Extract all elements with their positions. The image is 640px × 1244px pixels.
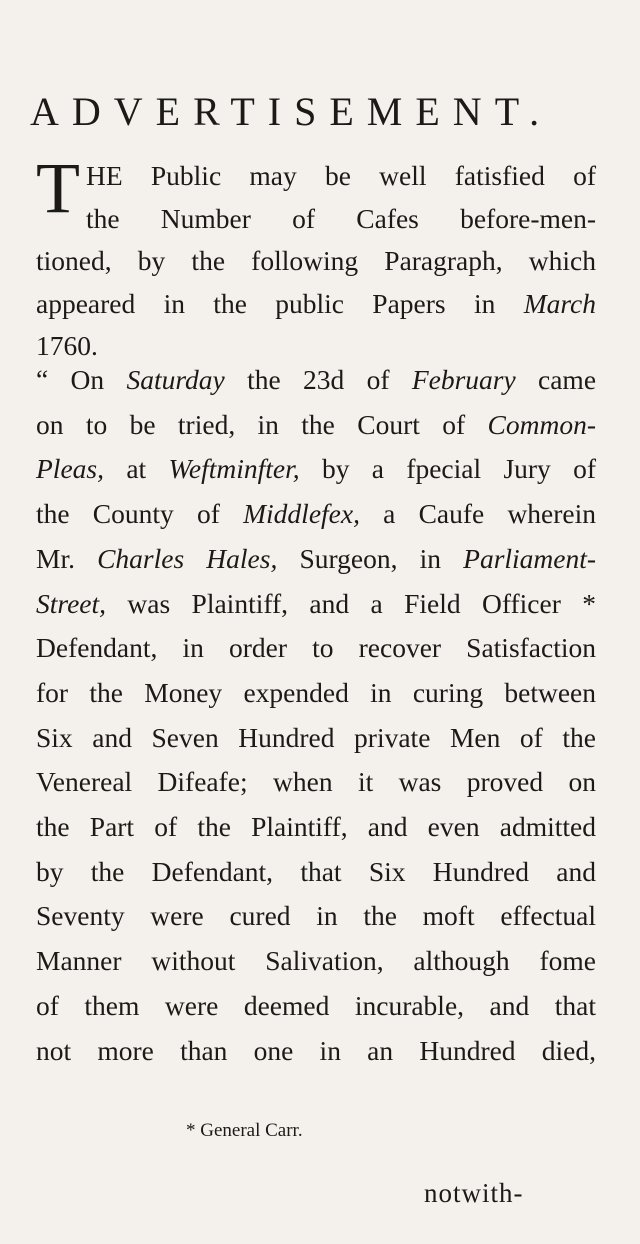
- quote-line-3: [36, 447, 596, 492]
- quote-text: by a fpecial Jury of: [321, 453, 597, 485]
- intro-year: 1760.: [36, 330, 98, 361]
- quote-italic: Common-: [487, 408, 596, 440]
- intro-month: March: [523, 287, 596, 319]
- quote-italic: Weftminfter,: [168, 453, 300, 485]
- quote-text: at: [126, 453, 147, 485]
- quote-italic: Street,: [36, 587, 106, 619]
- quote-text: on to be tried, in the Court of: [36, 408, 466, 440]
- quote-italic: Middlefex,: [243, 498, 360, 530]
- quote-line-6: [36, 582, 596, 627]
- quote-line-12: by the Defendant, that Six Hundred and: [36, 855, 596, 887]
- intro-paragraph: [36, 148, 596, 368]
- intro-line-1: HE Public may be well fatisfied of: [85, 160, 596, 191]
- quoted-paragraph: [36, 358, 596, 1073]
- quote-text: a Caufe wherein: [383, 498, 597, 530]
- quote-line-14: Manner without Salivation, although fome: [36, 945, 596, 977]
- quote-text: the 23d of: [247, 364, 390, 395]
- quote-line-2: [36, 403, 596, 448]
- quote-line-4: [36, 492, 596, 537]
- quote-line-11: the Part of the Plaintiff, and even admitted: [36, 811, 596, 843]
- quote-line-8: for the Money expended in curing between: [36, 676, 596, 708]
- quote-text: “ On: [36, 364, 105, 395]
- quote-line-1: [36, 358, 596, 403]
- quote-text: came: [538, 364, 597, 395]
- quote-text: Surgeon, in: [299, 542, 442, 574]
- intro-line-3: tioned, by the following Paragraph, which: [36, 245, 596, 276]
- quote-italic: Saturday: [126, 364, 225, 395]
- quote-line-5: [36, 537, 596, 582]
- catchword: notwith-: [424, 1178, 524, 1208]
- quote-line-13: Seventy were cured in the moft effectual: [36, 900, 596, 932]
- quote-line-10: Venereal Difeafe; when it was proved on: [36, 766, 596, 798]
- quote-italic: Parliament-: [463, 542, 597, 574]
- quote-line-15: of them were deemed incurable, and that: [36, 989, 596, 1021]
- quote-text: the County of: [36, 498, 220, 530]
- quote-italic: Pleas,: [36, 453, 104, 485]
- quote-line-7: Defendant, in order to recover Satisfaction: [36, 632, 596, 664]
- intro-line-4-text: appeared in the public Papers in: [36, 287, 496, 319]
- drop-cap: T: [36, 148, 80, 228]
- quote-text: was Plaintiff, and a Field Officer *: [127, 587, 597, 619]
- quote-text: Mr.: [36, 542, 75, 574]
- quote-italic: Charles Hales,: [97, 542, 278, 574]
- intro-line-2: the Number of Cafes before-men-: [85, 202, 596, 234]
- page-heading: ADVERTISEMENT.: [30, 89, 553, 134]
- quote-line-9: Six and Seven Hundred private Men of the: [36, 721, 596, 753]
- intro-line-4: [36, 283, 596, 326]
- quote-line-16: not more than one in an Hundred died,: [36, 1034, 596, 1066]
- quote-italic: February: [411, 364, 516, 395]
- footnote: * General Carr.: [186, 1120, 303, 1141]
